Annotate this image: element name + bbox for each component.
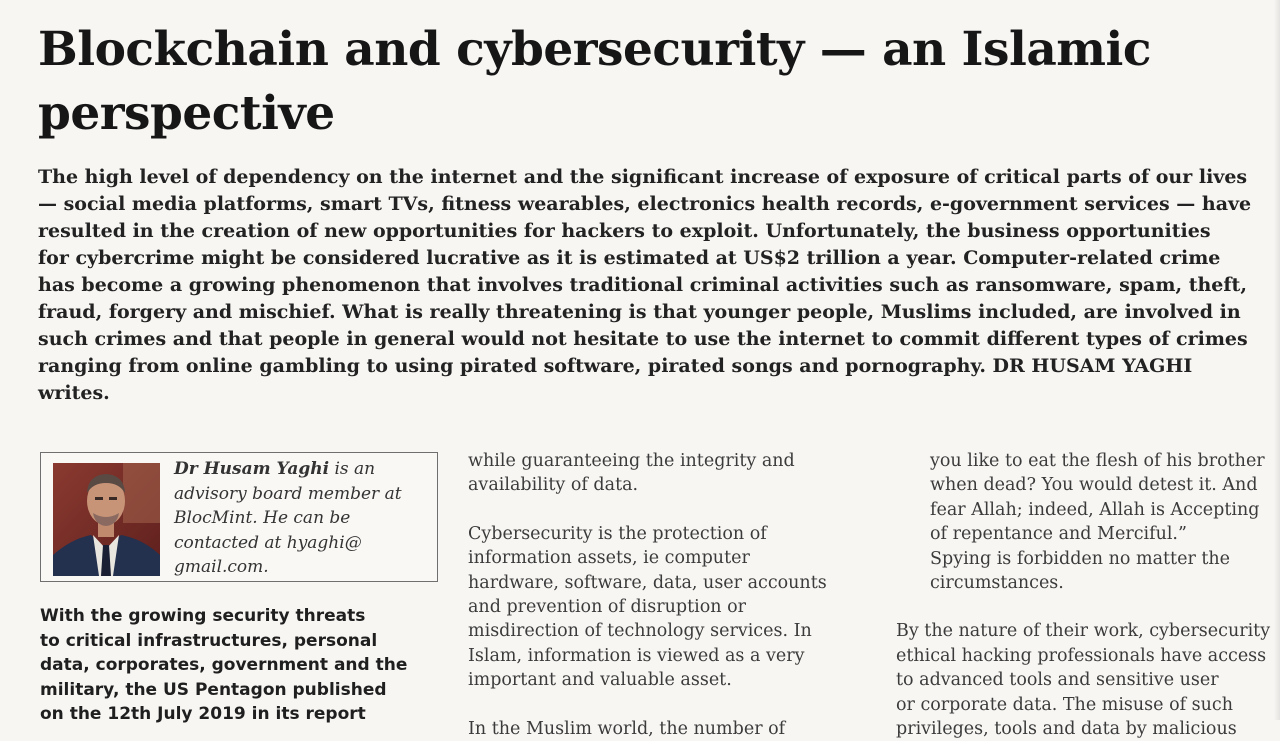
body-line: hardware, software, data, user accounts xyxy=(468,572,827,593)
body-line: ethical hacking professionals have access xyxy=(896,645,1267,666)
body-line: military, the US Pentagon published xyxy=(40,679,387,700)
body-line: information assets, ie computer xyxy=(468,548,750,569)
author-name: Dr Husam Yaghi xyxy=(174,459,330,479)
body-line: By the nature of their work, cybersecurity xyxy=(896,621,1271,642)
standfirst-line: such crimes and that people in general would not hesitate to use the internet to commit different types of crimes xyxy=(38,328,1248,350)
column-2 xyxy=(468,449,878,741)
body-line: data, corporates, government and the xyxy=(40,655,408,675)
body-line: fear Allah; indeed, Allah is Accepting xyxy=(930,499,1260,520)
body-line: or corporate data. The misuse of such xyxy=(896,694,1233,715)
body-line: of repentance and Merciful.” xyxy=(930,524,1187,545)
column-1-lead xyxy=(40,604,440,727)
author-info-box xyxy=(40,452,438,582)
author-bio-line: contacted at hyaghi@ xyxy=(174,532,362,553)
standfirst-line: for cybercrime might be considered lucrative as it is estimated at US$2 trillion a year. Computer-related crime xyxy=(38,247,1221,269)
body-line: on the 12th July 2019 in its report xyxy=(40,704,366,724)
headline-line: perspective xyxy=(38,86,335,141)
standfirst-line: writes. xyxy=(38,382,110,404)
body-line: while guaranteeing the integrity and xyxy=(468,451,795,471)
body-line: Spying is forbidden no matter the xyxy=(930,548,1231,569)
body-line: Islam, information is viewed as a very xyxy=(468,645,805,666)
headline-line: Blockchain and cybersecurity — an Islamic xyxy=(38,22,1152,77)
standfirst-line: The high level of dependency on the internet and the significant increase of exposure of critical parts of our lives xyxy=(38,166,1248,188)
standfirst-line: resulted in the creation of new opportunities for hackers to exploit. Unfortunately, the business opportunities xyxy=(38,220,1211,242)
body-line: you like to eat the flesh of his brother xyxy=(930,451,1265,471)
body-line: circumstances. xyxy=(930,573,1064,594)
body-line: when dead? You would detest it. And xyxy=(930,475,1258,496)
body-line: and prevention of disruption or xyxy=(468,597,747,618)
body-line: to critical infrastructures, personal xyxy=(40,630,378,651)
author-bio-line: gmail.com. xyxy=(174,557,269,577)
author-bio xyxy=(174,457,434,580)
body-line: important and valuable asset. xyxy=(468,670,732,691)
author-portrait-icon xyxy=(53,463,160,576)
standfirst-line: fraud, forgery and mischief. What is really threatening is that younger people, Muslims included, are involved in xyxy=(38,301,1241,323)
standfirst-line: — social media platforms, smart TVs, fitness wearables, electronics health records, e-government services — have xyxy=(38,193,1252,215)
article-headline xyxy=(38,18,1258,146)
quote-block xyxy=(896,449,1280,595)
body-line: availability of data. xyxy=(468,475,639,496)
column-3 xyxy=(896,449,1280,741)
page-edge-shadow xyxy=(1274,0,1280,720)
author-bio-line: BlocMint. He can be xyxy=(174,508,351,528)
body-line: misdirection of technology services. In xyxy=(468,621,812,642)
article-standfirst xyxy=(38,164,1280,407)
body-line: In the Muslim world, the number of xyxy=(468,718,786,739)
body-line: privileges, tools and data by malicious xyxy=(896,719,1237,740)
author-photo xyxy=(53,463,160,576)
author-bio-line xyxy=(174,457,434,482)
standfirst-line: has become a growing phenomenon that involves traditional criminal activities such as ransomware, spam, theft, xyxy=(38,274,1247,296)
body-line: Cybersecurity is the protection of xyxy=(468,523,767,544)
body-line: to advanced tools and sensitive user xyxy=(896,670,1219,691)
author-bio-text: is an xyxy=(329,459,376,479)
author-bio-line: advisory board member at xyxy=(174,483,402,504)
standfirst-line: ranging from online gambling to using pirated software, pirated songs and pornography. DR HUSAM YAGHI xyxy=(38,355,1193,377)
body-line: With the growing security threats xyxy=(40,606,366,626)
